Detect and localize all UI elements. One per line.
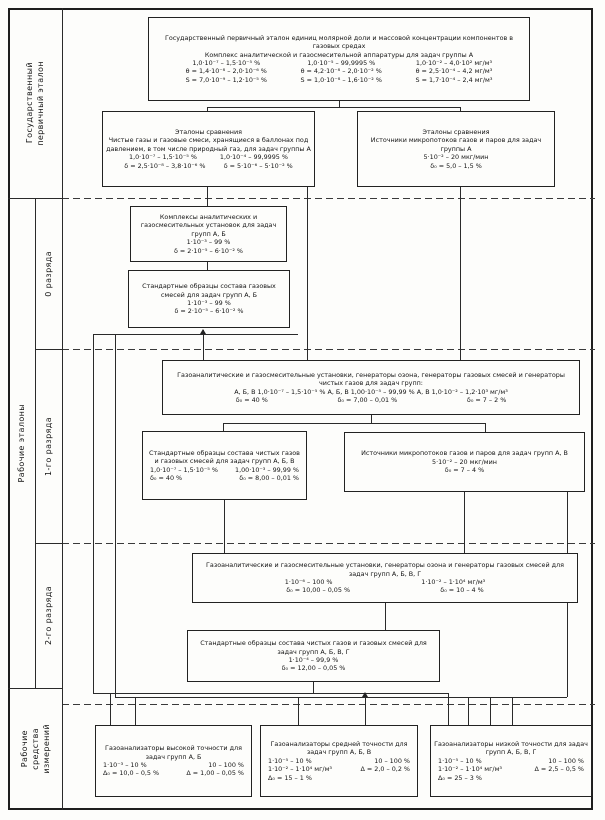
rank1-units-error1: δ₀ = 40 % xyxy=(235,395,268,404)
connector-line xyxy=(207,107,461,108)
sidebar-row-line xyxy=(35,349,62,350)
wmi-mid-row2 xyxy=(264,765,414,773)
section-separator-dashed xyxy=(62,349,595,350)
wmi-low-range2: 10 – 100 % xyxy=(548,756,584,765)
cmp-right-range: 5·10⁻² – 20 мкг/мин xyxy=(423,153,489,162)
cmp-left-range2: 1,0·10⁻⁴ – 99,9995 % xyxy=(219,153,288,162)
rank1-units-errors xyxy=(166,396,576,404)
sidebar-label-rank0 xyxy=(37,200,60,347)
rank0-co-error: δ = 2·10⁻⁵ – 6·10⁻² % xyxy=(174,307,244,316)
rank1-units-error2: δ₀ = 7,00 – 0,01 % xyxy=(337,395,398,404)
rank2-co-range: 1·10⁻⁴ – 99,9 % xyxy=(288,656,339,664)
connector-line xyxy=(365,693,366,725)
connector-line xyxy=(385,603,386,630)
primary-col1-range: 1,0·10⁻⁷ – 1,5·10⁻⁵ % xyxy=(192,59,261,67)
cmp-right-title: Эталоны сравнения xyxy=(422,127,490,136)
wmi-label-line1: Рабочие xyxy=(19,730,29,768)
wmi-low-range1: 1·10⁻⁵ – 10 % xyxy=(438,756,482,765)
cmp-left-title: Эталоны сравнения xyxy=(175,127,242,136)
cmp-left-error2: δ = 5·10⁻⁶ – 5·10⁻² % xyxy=(223,161,293,170)
cmp-right-error: δ₀ = 5,0 – 1,5 % xyxy=(430,161,482,170)
primary-col3-theta: θ = 2,5·10⁻⁴ – 4,2 мг/м³ xyxy=(415,67,493,76)
primary-col3-s: S = 1,7·10⁻⁴ – 2,4 мг/м³ xyxy=(415,75,493,84)
rank1-co-range1: 1,0·10⁻⁷ – 1,5·10⁻⁵ % xyxy=(150,465,218,474)
wmi-mid-error2: Δ = 2,0 – 0,2 % xyxy=(360,765,410,774)
cmp-left-errors xyxy=(106,162,311,170)
wmi-low-error2: Δ = 2,5 – 0,5 % xyxy=(534,765,584,774)
wmi-low-error3: Δ₀ = 25 – 3 % xyxy=(438,773,482,782)
connector-line xyxy=(223,423,485,424)
sidebar-primary-line1: Государственный xyxy=(25,62,34,144)
section-separator-dashed xyxy=(62,198,595,199)
primary-col2 xyxy=(301,59,382,84)
analyzers-low-accuracy-box xyxy=(430,725,592,797)
rank1-microflow-sources-box xyxy=(344,432,585,492)
wmi-high-title: Газоанализаторы высокой точности для задач групп А, Б xyxy=(105,744,242,761)
wmi-low-row3 xyxy=(434,774,588,782)
rank0-co-body: Стандартные образцы состава газовых смесей для задач групп А, Б xyxy=(142,282,276,299)
sidebar-row-line xyxy=(8,198,62,199)
rank2-units-error2: δ₀ = 10 – 4 % xyxy=(440,586,484,595)
rank0-co-range: 1·10⁻³ – 99 % xyxy=(187,299,231,307)
wmi-mid-error3: Δ₀ = 15 – 1 % xyxy=(268,773,312,782)
wmi-high-errors xyxy=(99,769,248,777)
rank2-co-error: δ₀ = 12,00 – 0,05 % xyxy=(281,664,346,673)
sidebar-label-primary-standard xyxy=(10,10,60,196)
connector-line xyxy=(464,492,465,553)
primary-col3 xyxy=(416,59,493,84)
wmi-mid-range1: 1·10⁻⁵ – 10 % xyxy=(268,756,312,765)
primary-title: Государственный первичный эталон единиц молярной доли и массовой концентрации компонентов в газовых средах xyxy=(164,33,514,51)
cmp-left-range1: 1,0·10⁻⁷ – 1,5·10⁻⁵ % xyxy=(129,153,197,162)
sidebar-label-working-instruments xyxy=(10,690,60,808)
primary-col2-range: 1,0·10⁻⁵ – 99,9995 % xyxy=(307,59,376,67)
sidebar-label-rank1 xyxy=(37,351,60,541)
connector-line xyxy=(468,697,469,725)
rank1-sources-error: δ₀ = 7 – 4 % xyxy=(444,466,485,475)
comparison-standards-gases-box xyxy=(102,111,315,187)
wmi-low-range3: 1·10⁻² – 1·10⁴ мг/м³ xyxy=(438,765,502,774)
rank1-sources-range: 5·10⁻² – 20 мкг/мин xyxy=(432,457,497,466)
primary-col1-s: S = 7,0·10⁻⁹ – 1,2·10⁻⁵ % xyxy=(185,75,267,84)
sidebar-divider xyxy=(62,8,63,810)
connector-line xyxy=(115,334,116,697)
rank1-co-error2: δ₀ = 8,00 – 0,01 % xyxy=(239,473,299,482)
rank1-sources-title: Источники микропотоков газов и паров для задач групп А, В xyxy=(361,449,568,458)
sidebar-label-working-standards xyxy=(10,200,33,686)
wmi-high-error2: Δ = 1,00 – 0,05 % xyxy=(186,769,244,778)
rank1-label: 1-го разряда xyxy=(44,416,53,476)
rank1-installations-box xyxy=(162,360,580,415)
connector-line xyxy=(460,187,461,360)
rank2-units-ranges xyxy=(196,578,574,586)
wmi-mid-title: Газоанализаторы средней точности для задач групп А, Б, В xyxy=(270,739,408,757)
wmi-high-error1: Δ₀ = 10,0 – 0,5 % xyxy=(103,769,160,778)
connector-line xyxy=(207,187,208,206)
primary-col3-range: 1,0·10⁻² – 4,0·10² мг/м³ xyxy=(415,59,493,67)
rank0-complexes-box xyxy=(130,206,287,262)
connector-line xyxy=(298,697,299,725)
cmp-left-body: Чистые газы и газовые смеси, хранящиеся в баллонах под давлением, в том числе природный газ, для задач группы А xyxy=(106,136,311,153)
connector-line xyxy=(490,697,491,725)
connector-line xyxy=(135,697,136,725)
working-standards-label: Рабочие эталоны xyxy=(17,403,26,483)
rank2-units-error1: δ₀ = 10,00 – 0,05 % xyxy=(286,586,351,595)
primary-col1-theta: θ = 1,4·10⁻⁸ – 2,0·10⁻⁶ % xyxy=(185,67,267,76)
rank1-units-title: Газоаналитические и газосмесительные установки, генераторы озона, генераторы газовых смесей и генераторы чистых газов для задач групп: xyxy=(177,370,565,388)
sidebar-row-line xyxy=(8,688,62,689)
connector-line xyxy=(224,500,225,553)
primary-columns xyxy=(152,59,526,84)
connector-line xyxy=(115,697,567,698)
wmi-mid-range2: 10 – 100 % xyxy=(374,756,410,765)
rank2-co-title: Стандартные образцы состава чистых газов и газовых смесей для задач групп А, Б, В, Г xyxy=(200,639,427,656)
cmp-left-error1: δ = 2,5·10⁻⁸ – 3,8·10⁻⁶ % xyxy=(124,161,206,170)
primary-subtitle: Комплекс аналитической и газосмесительной аппаратуры для задач группы А xyxy=(204,50,474,59)
rank2-units-errors xyxy=(196,586,574,594)
rank2-units-range2: 1·10⁻² – 1·10⁴ мг/м³ xyxy=(421,578,486,586)
wmi-mid-range3: 1·10⁻² – 1·10⁴ мг/м³ xyxy=(268,765,332,774)
sidebar-inner-divider xyxy=(35,198,36,688)
rank1-co-range2: 1,00·10⁻³ – 99,99 % xyxy=(235,465,299,474)
wmi-mid-ranges xyxy=(264,757,414,765)
sidebar-primary-line2: первичный эталон xyxy=(36,60,45,146)
rank0-reference-materials-box xyxy=(128,270,290,328)
section-separator-dashed xyxy=(62,704,595,705)
rank1-reference-materials-box xyxy=(142,431,307,500)
rank1-co-title: Стандартные образцы состава чистых газов и газовых смесей для задач групп А, Б, В xyxy=(149,448,300,466)
rank0-complexes-range: 1·10⁻³ – 99 % xyxy=(186,238,231,247)
rank1-units-ranges: А, Б, В 1,0·10⁻⁷ – 1,5·10⁻⁵ % А, Б, В 1,00·10⁻⁵ – 99,99 % А, В 1,0·10⁻² – 1,2·10³ мг/м³ xyxy=(234,387,508,396)
rank2-reference-materials-box xyxy=(187,630,440,682)
wmi-mid-row3 xyxy=(264,774,414,782)
rank2-installations-box xyxy=(192,553,578,603)
wmi-low-ranges xyxy=(434,757,588,765)
comparison-standards-microflow-box xyxy=(357,111,555,187)
rank0-label: 0 разряда xyxy=(44,250,53,297)
analyzers-medium-accuracy-box xyxy=(260,725,418,797)
rank1-units-error3: δ₀ = 7 – 2 % xyxy=(466,395,507,404)
primary-col2-theta: θ = 4,2·10⁻⁸ – 2,0·10⁻² % xyxy=(300,67,382,76)
primary-col2-s: S = 1,0·10⁻⁸ – 1,6·10⁻² % xyxy=(300,75,382,84)
primary-col1 xyxy=(186,59,267,84)
rank0-complexes-error: δ = 2·10⁻⁵ – 6·10⁻² % xyxy=(173,246,244,255)
connector-line xyxy=(307,187,308,360)
sidebar-label-rank2 xyxy=(37,545,60,686)
rank2-label: 2-го разряда xyxy=(44,586,53,645)
wmi-high-ranges xyxy=(99,761,248,769)
connector-line xyxy=(313,682,314,693)
arrowhead-up-icon xyxy=(362,692,368,697)
rank2-units-range1: 1·10⁻⁶ – 100 % xyxy=(284,578,333,586)
rank2-units-title: Газоаналитические и газосмесительные установки, генераторы озона и генераторы газовых смесей для задач групп А, Б, В, Г xyxy=(206,561,564,578)
connector-line xyxy=(93,693,448,694)
wmi-label-line3: измерений xyxy=(41,724,51,774)
wmi-label-line2: средства xyxy=(30,728,40,770)
wmi-high-range2: 10 – 100 % xyxy=(208,761,244,769)
cmp-left-ranges xyxy=(106,153,311,161)
connector-line xyxy=(93,334,94,693)
primary-standard-box xyxy=(148,17,530,101)
cmp-right-body: Источники микропотоков газов и паров для задач группы А xyxy=(370,136,542,153)
sidebar-row-line xyxy=(35,543,62,544)
rank1-co-ranges xyxy=(146,466,303,474)
connector-line xyxy=(110,693,111,725)
connector-line xyxy=(448,693,449,725)
wmi-low-title: Газоанализаторы низкой точности для задач групп А, Б, В, Г xyxy=(434,739,588,757)
analyzers-high-accuracy-box xyxy=(95,725,252,797)
rank1-co-error1: δ₀ = 40 % xyxy=(150,473,183,482)
connector-line xyxy=(512,697,513,725)
wmi-low-row2 xyxy=(434,765,588,773)
section-separator-dashed xyxy=(62,543,595,544)
arrowhead-up-icon xyxy=(200,329,206,334)
connector-line xyxy=(93,334,298,335)
wmi-high-range1: 1·10⁻³ – 10 % xyxy=(103,761,147,769)
rank1-co-errors xyxy=(146,474,303,482)
rank0-complexes-body: Комплексы аналитических и газосмесительных установок для задач групп А, Б xyxy=(140,212,277,238)
